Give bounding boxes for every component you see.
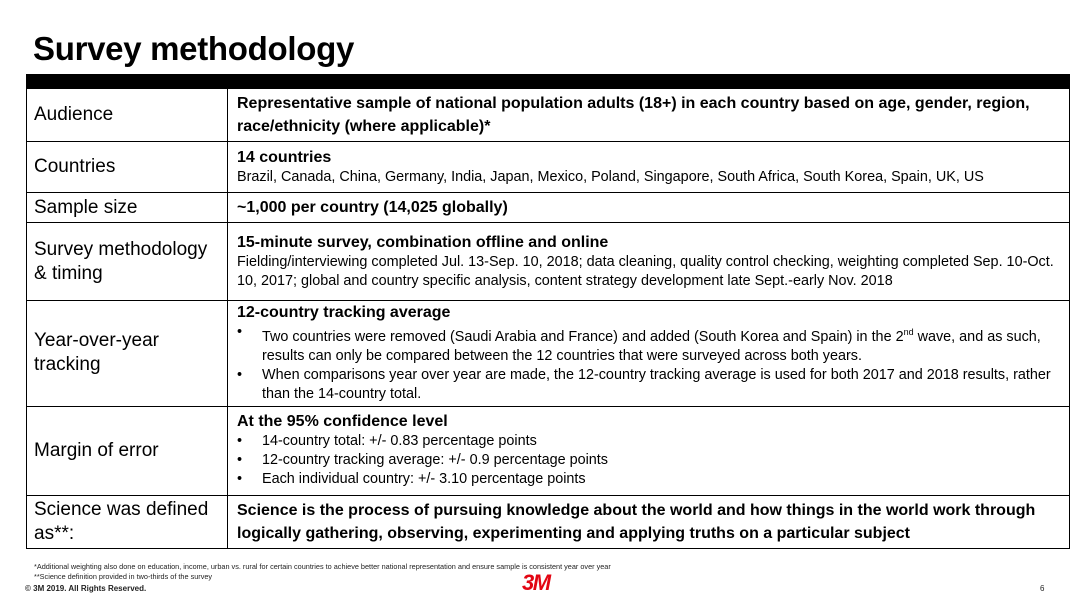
row-label: Survey methodology & timing (27, 223, 228, 301)
bullet-text: Two countries were removed (Saudi Arabia and France) and added (South Korea and Spain) in the 2 (262, 328, 904, 345)
page-number: 6 (1040, 584, 1045, 593)
row-heading: Science is the process of pursuing knowledge about the world and how things in the world work through logically gathering, observing, experimenting and applying truths on a particular subject (237, 501, 1036, 542)
bullet-dot: • (237, 471, 243, 488)
row-heading: Representative sample of national population adults (18+) in each country based on age, gender, region, race/ethnicity (where applicable)* (237, 95, 1030, 135)
row-label: Countries (27, 142, 228, 193)
bullet-text: Each individual country: +/- 3.10 percentage points (262, 471, 586, 488)
row-description (228, 495, 1070, 548)
row-heading: 12-country tracking average (237, 304, 451, 321)
title-underline-bar (26, 74, 1070, 88)
3m-logo: 3M (522, 570, 550, 595)
row-margin-of-error (27, 406, 1070, 495)
bullet-item (237, 323, 1060, 366)
row-sample-size (27, 193, 1070, 223)
row-description (228, 142, 1070, 193)
row-heading: ~1,000 per country (14,025 globally) (237, 198, 508, 216)
row-label: Audience (27, 89, 228, 142)
row-label: Margin of error (27, 406, 228, 495)
bullet-item (237, 470, 1060, 489)
row-heading: At the 95% confidence level (237, 413, 448, 431)
bullet-dot: • (237, 433, 243, 450)
bullet-list (237, 432, 1060, 489)
row-description (228, 193, 1070, 223)
bullet-list (237, 323, 1060, 404)
footnote-weighting: *Additional weighting also done on education, income, urban vs. rural for certain countries to achieve better national representation and ensure sample is consistent year over year (34, 562, 611, 571)
bullet-item (237, 432, 1060, 451)
row-detail: Fielding/interviewing completed Jul. 13-Sep. 10, 2018; data cleaning, quality control checking, weighting completed Sep. 10-Oct. 10, 2017; global and country specific analysis, content strategy development late Sept.-early Nov. 2018 (237, 253, 1054, 289)
row-heading: 15-minute survey, combination offline and online (237, 233, 609, 251)
row-audience (27, 89, 1070, 142)
footnote-science-definition: **Science definition provided in two-thirds of the survey (34, 572, 213, 581)
ordinal-suffix: nd (903, 327, 914, 337)
methodology-table (26, 88, 1070, 549)
row-year-over-year (27, 301, 1070, 407)
row-countries (27, 142, 1070, 193)
row-description (228, 223, 1070, 301)
bullet-text: 14-country total: +/- 0.83 percentage points (262, 433, 537, 450)
row-heading: 14 countries (237, 149, 332, 166)
row-label: Year-over-year tracking (27, 301, 228, 407)
bullet-item (237, 451, 1060, 470)
bullet-dot: • (237, 452, 243, 469)
row-label: Sample size (27, 193, 228, 223)
row-description (228, 406, 1070, 495)
slide-title: Survey methodology (33, 30, 354, 67)
row-science-definition (27, 495, 1070, 548)
row-description (228, 301, 1070, 407)
bullet-text: 12-country tracking average: +/- 0.9 percentage points (262, 452, 608, 469)
bullet-text-cont: wave, and as such, results can only be compared between the 12 countries that were surveyed across both years. (262, 328, 1041, 364)
row-methodology-timing (27, 223, 1070, 301)
bullet-dot: • (237, 366, 243, 383)
bullet-text: When comparisons year over year are made, the 12-country tracking average is used for both 2017 and 2018 results, rather than the 14-country total. (262, 366, 1051, 402)
bullet-dot: • (237, 324, 243, 340)
row-description (228, 89, 1070, 142)
row-detail: Brazil, Canada, China, Germany, India, Japan, Mexico, Poland, Singapore, South Africa, South Korea, Spain, UK, US (237, 169, 984, 185)
row-label: Science was defined as**: (27, 495, 228, 548)
bullet-item (237, 366, 1060, 404)
copyright-notice: © 3M 2019. All Rights Reserved. (25, 584, 147, 593)
